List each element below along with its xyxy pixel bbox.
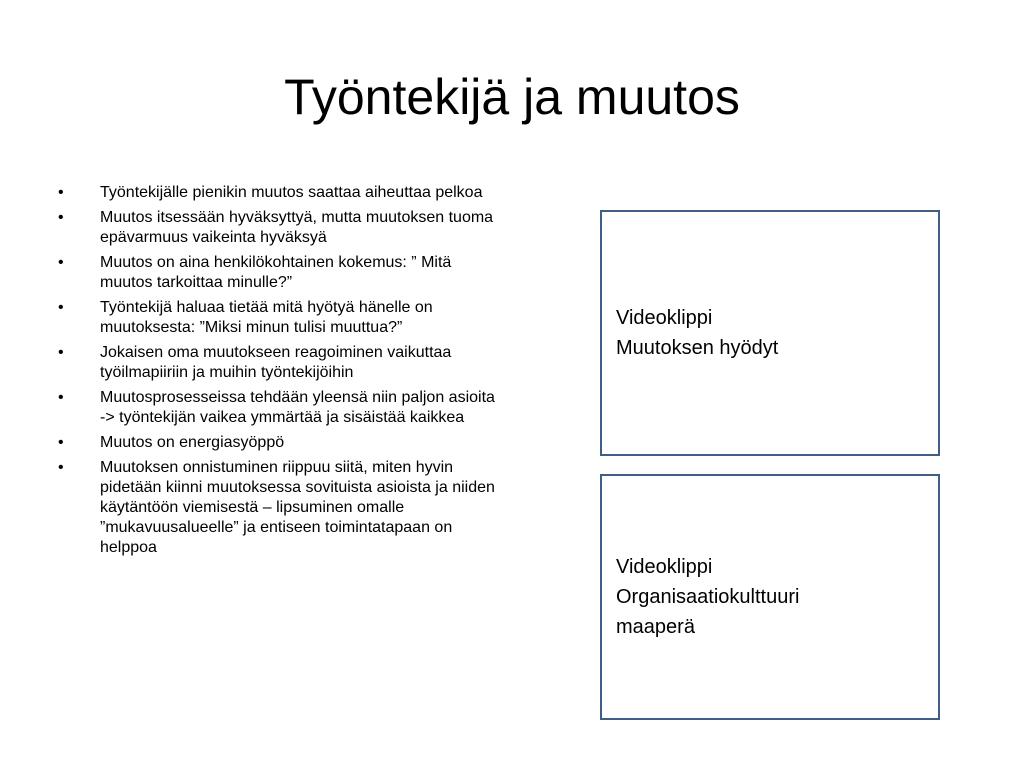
video-clip-label: Videoklippi	[616, 556, 713, 578]
bullet-text: Työntekijä haluaa tietää mitä hyötyä hänelle on muutoksesta: ”Miksi minun tulisi muuttua?”	[100, 299, 433, 336]
bullet-item	[58, 298, 498, 338]
bullet-text: Muutoksen onnistuminen riippuu siitä, miten hyvin pidetään kiinni muutoksessa sovituista asioista ja niiden käytäntöön viemisestä – lipsuminen omalle ”mukavuusalueelle” ja entiseen toimintatapaan on helppoa	[100, 459, 495, 556]
bullet-item	[58, 388, 498, 428]
video-clip-box-culture[interactable]	[600, 474, 940, 720]
bullet-icon: •	[58, 184, 64, 201]
video-clip-label: Videoklippi	[616, 307, 713, 329]
bullet-icon: •	[58, 344, 64, 361]
bullet-icon: •	[58, 299, 64, 316]
bullet-icon: •	[58, 209, 64, 226]
bullet-text: Muutosprosesseissa tehdään yleensä niin paljon asioita -> työntekijän vaikea ymmärtää ja sisäistää kaikkea	[100, 389, 495, 426]
bullet-icon: •	[58, 434, 64, 451]
bullet-item	[58, 433, 498, 453]
bullet-text: Työntekijälle pienikin muutos saattaa aiheuttaa pelkoa	[100, 184, 483, 201]
video-clip-topic-continued: maaperä	[616, 616, 695, 638]
video-clip-caption	[616, 303, 924, 363]
slide-title: Työntekijä ja muutos	[284, 69, 740, 125]
bullet-text: Muutos on aina henkilökohtainen kokemus: ” Mitä muutos tarkoittaa minulle?”	[100, 254, 452, 291]
video-clip-topic: Organisaatiokulttuuri	[616, 586, 800, 608]
bullet-list	[58, 183, 498, 563]
bullet-icon: •	[58, 254, 64, 271]
bullet-text: Muutos itsessään hyväksyttyä, mutta muutoksen tuoma epävarmuus vaikeinta hyväksyä	[100, 209, 494, 246]
bullet-icon: •	[58, 389, 64, 406]
bullet-icon: •	[58, 459, 64, 476]
bullet-item	[58, 343, 498, 383]
bullet-item	[58, 253, 498, 293]
bullet-text: Muutos on energiasyöppö	[100, 434, 285, 451]
bullet-item	[58, 183, 498, 203]
bullet-item	[58, 458, 498, 558]
bullet-item	[58, 208, 498, 248]
video-clip-caption	[616, 552, 924, 642]
video-clip-topic: Muutoksen hyödyt	[616, 337, 779, 359]
video-clip-box-benefits[interactable]	[600, 210, 940, 456]
bullet-text: Jokaisen oma muutokseen reagoiminen vaikuttaa työilmapiiriin ja muihin työntekijöihin	[100, 344, 452, 381]
